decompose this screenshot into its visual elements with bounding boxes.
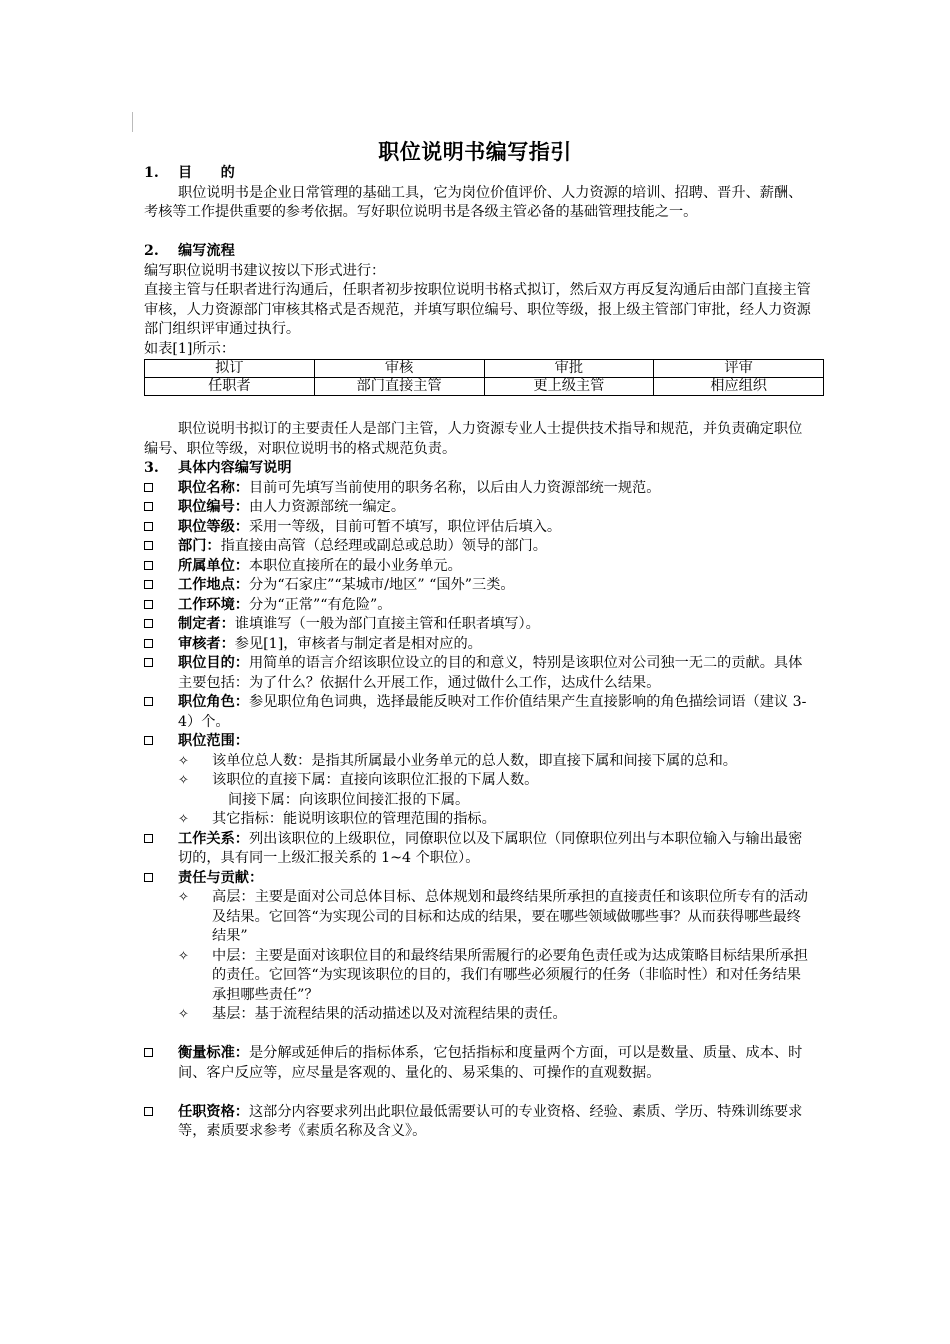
checkbox-bullet-icon xyxy=(144,834,153,843)
checkbox-bullet-icon xyxy=(144,561,153,570)
sub-item: ✧ 基层：基于流程结果的活动描述以及对流程结果的责任。 xyxy=(144,1005,812,1025)
table-cell: 拟订 xyxy=(145,360,315,378)
checkbox-bullet-icon xyxy=(144,658,153,667)
checkbox-bullet-icon xyxy=(144,483,153,492)
table-cell: 相应组织 xyxy=(654,378,824,396)
list-item: 所属单位：本职位直接所在的最小业务单元。 xyxy=(144,557,812,577)
table-cell: 评审 xyxy=(654,360,824,378)
list-item-relations: 工作关系：列出该职位的上级职位，同僚职位以及下属职位（同僚职位列出与本职位输入与输出最密切的，具有同一上级汇报关系的 1~4 个职位）。 xyxy=(144,830,812,869)
diamond-bullet-icon: ✧ xyxy=(178,812,189,827)
sub-item: ✧ 高层：主要是面对公司总体目标、总体规划和最终结果所承担的直接责任和该职位所专有的活动及结果。它回答“为实现公司的目标和达成的结果，要在哪些领域做哪些事？从而获得哪些最终结果” xyxy=(178,889,808,944)
crop-mark xyxy=(132,112,133,132)
checkbox-bullet-icon xyxy=(144,1107,153,1116)
list-item-qualifications: 任职资格：这部分内容要求列出此职位最低需要认可的专业资格、经验、素质、学历、特殊训练要求等，素质要求参考《素质名称及含义》。 xyxy=(144,1103,812,1142)
checkbox-bullet-icon xyxy=(144,580,153,589)
table-cell: 部门直接主管 xyxy=(314,378,484,396)
sub-item: ✧ 该职位的直接下属：直接向该职位汇报的下属人数。 xyxy=(144,771,812,791)
sub-item: ✧ 其它指标：能说明该职位的管理范围的指标。 xyxy=(144,810,812,830)
list-item: 职位角色：参见职位角色词典，选择最能反映对工作价值结果产生直接影响的角色描绘词语（建议 3-4）个。 xyxy=(144,693,812,732)
checkbox-bullet-icon xyxy=(144,619,153,628)
diamond-bullet-icon: ✧ xyxy=(178,773,189,788)
list-item: 职位等级：采用一等级，目前可暂不填写，职位评估后填入。 xyxy=(144,518,812,538)
checkbox-bullet-icon xyxy=(144,639,153,648)
diamond-bullet-icon: ✧ xyxy=(178,948,189,964)
list-item: 职位编号：由人力资源部统一编定。 xyxy=(144,498,812,518)
checkbox-bullet-icon xyxy=(144,736,153,745)
table-row xyxy=(145,360,824,378)
list-item-scope: 职位范围： xyxy=(144,732,812,752)
section-heading: 2. 编写流程 xyxy=(144,243,235,259)
note-text: 职位说明书拟订的主要责任人是部门主管，人力资源专业人士提供技术指导和规范，并负责确定职位编号、职位等级，对职位说明书的格式规范负责。 xyxy=(144,421,803,457)
list-item: 职位目的：用简单的语言介绍该职位设立的目的和意义，特别是该职位对公司独一无二的贡献。具体主要包括：为了什么？依据什么开展工作，通过做什么工作，达成什么结果。 xyxy=(144,654,812,693)
list-item: 职位名称：目前可先填写当前使用的职务名称，以后由人力资源部统一规范。 xyxy=(144,479,812,499)
section-intro: 编写职位说明书建议按以下形式进行： xyxy=(144,262,386,279)
sub-item: ✧ 该单位总人数：是指其所属最小业务单元的总人数，即直接下属和间接下属的总和。 xyxy=(144,752,812,772)
table-caption: 如表[1]所示： xyxy=(144,340,236,357)
diamond-bullet-icon: ✧ xyxy=(178,890,189,905)
section-body: 直接主管与任职者进行沟通后，任职者初步按职位说明书格式拟订，然后双方再反复沟通后由部门直接主管审核，人力资源部门审核其格式是否规范，并填写职位编号、职位等级，报上级主管部门审批，经人力资源部门组织评审通过执行。 xyxy=(144,282,811,337)
checkbox-bullet-icon xyxy=(144,600,153,609)
sub-item-continuation: 间接下属：向该职位间接汇报的下属。 xyxy=(228,791,470,808)
section-body: 职位说明书是企业日常管理的基础工具，它为岗位价值评价、人力资源的培训、招聘、晋升、薪酬、考核等工作提供重要的参考依据。写好职位说明书是各级主管必备的基础管理技能之一。 xyxy=(144,184,803,220)
section-process xyxy=(144,242,812,396)
checkbox-bullet-icon xyxy=(144,697,153,706)
list-item: 审核者：参见[1]，审核者与制定者是相对应的。 xyxy=(144,635,812,655)
section-content-guide xyxy=(144,459,812,1142)
table-cell: 任职者 xyxy=(145,378,315,396)
table-cell: 审核 xyxy=(314,360,484,378)
responsibility-note xyxy=(144,420,812,459)
list-item: 工作地点：分为“石家庄”“某城市/地区” “国外”三类。 xyxy=(144,576,812,596)
section-purpose xyxy=(144,164,812,223)
checkbox-bullet-icon xyxy=(144,522,153,531)
section-heading: 3. 具体内容编写说明 xyxy=(144,460,292,476)
table-cell: 审批 xyxy=(484,360,654,378)
list-item: 工作环境：分为“正常”“有危险”。 xyxy=(144,596,812,616)
approval-flow-table xyxy=(144,359,824,396)
spacer xyxy=(144,1025,812,1045)
list-item: 制定者：谁填谁写（一般为部门直接主管和任职者填写）。 xyxy=(144,615,812,635)
checkbox-bullet-icon xyxy=(144,873,153,882)
list-item-duties: 责任与贡献： xyxy=(144,869,812,889)
list-item: 部门：指直接由高管（总经理或副总或总助）领导的部门。 xyxy=(144,537,812,557)
diamond-bullet-icon: ✧ xyxy=(178,753,189,769)
checkbox-bullet-icon xyxy=(144,502,153,511)
table-row xyxy=(145,378,824,396)
sub-item: ✧ 中层：主要是面对该职位目的和最终结果所需履行的必要角色责任或为达成策略目标结果所承担的责任。它回答“为实现该职位的目的，我们有哪些必须履行的任务（非临时性）和对任务结果承担哪些责任”？ xyxy=(178,947,808,1003)
spacer xyxy=(144,1083,812,1103)
diamond-bullet-icon: ✧ xyxy=(178,1007,189,1022)
checkbox-bullet-icon xyxy=(144,1048,153,1057)
table-cell: 更上级主管 xyxy=(484,378,654,396)
checkbox-bullet-icon xyxy=(144,541,153,550)
list-item-measures: 衡量标准：是分解或延伸后的指标体系，它包括指标和度量两个方面，可以是数量、质量、成本、时间、客户反应等，应尽量是客观的、量化的、易采集的、可操作的直观数据。 xyxy=(144,1044,812,1083)
section-heading: 1. 目 的 xyxy=(144,165,235,181)
page-title: 职位说明书编写指引 xyxy=(378,139,572,164)
